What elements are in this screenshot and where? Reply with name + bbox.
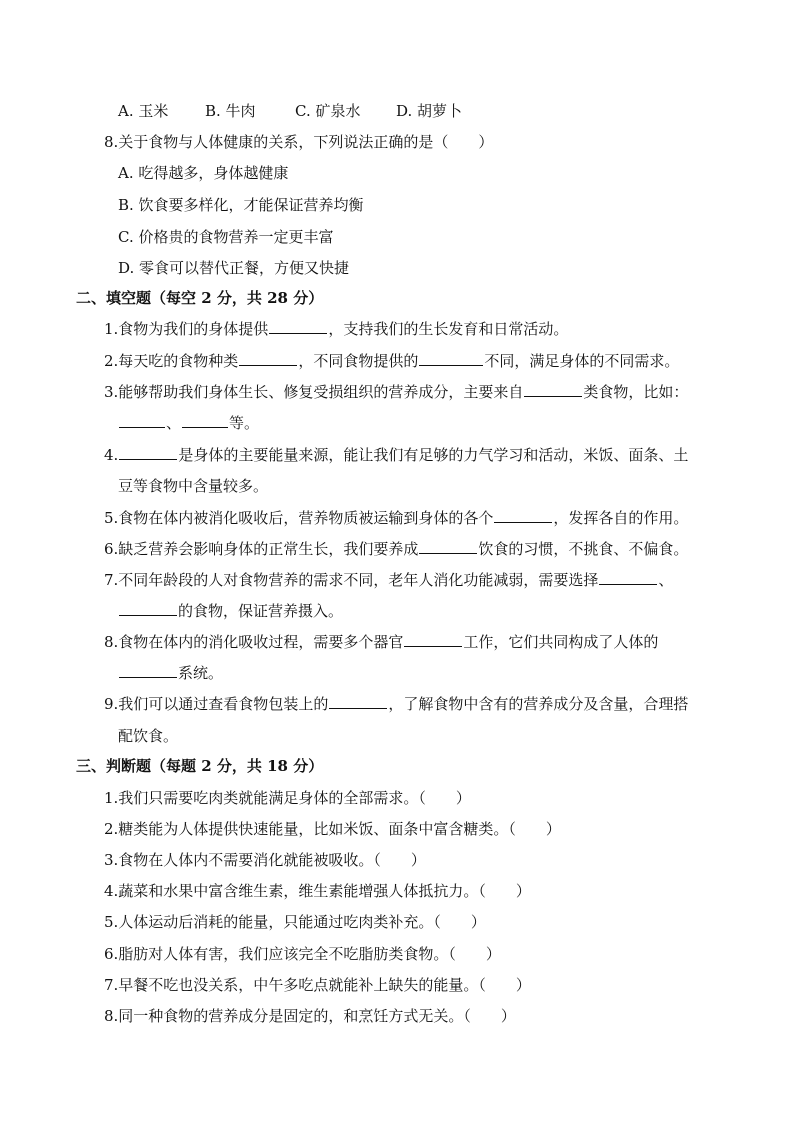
section2-title: 二、填空题（每空 2 分，共 28 分） — [76, 289, 324, 307]
fill-q7 — [104, 570, 673, 590]
fill-q8-text-c: 系统。 — [178, 664, 224, 682]
q7-option-d: D. 胡萝卜 — [396, 102, 463, 120]
blank — [494, 508, 552, 523]
fill-q4 — [104, 445, 688, 465]
fill-q1-text-a: 1.食物为我们的身体提供 — [104, 320, 269, 338]
q7-options — [118, 101, 462, 121]
q7-option-a: A. 玉米 — [118, 102, 169, 120]
fill-q5 — [104, 508, 688, 528]
fill-q3-text-b: 类食物，比如： — [583, 383, 689, 401]
judge-q8: 8.同一种食物的营养成分是固定的，和烹饪方式无关。（ ） — [104, 1007, 516, 1025]
q8-option-a: A. 吃得越多，身体越健康 — [118, 164, 289, 182]
q8-option-b: B. 饮食要多样化，才能保证营养均衡 — [118, 196, 364, 214]
fill-q8-cont — [118, 663, 223, 683]
fill-q3 — [104, 382, 688, 402]
blank — [404, 632, 462, 647]
judge-q5: 5.人体运动后消耗的能量，只能通过吃肉类补充。（ ） — [104, 913, 486, 931]
q8-option-c: C. 价格贵的食物营养一定更丰富 — [118, 228, 334, 246]
judge-q3: 3.食物在人体内不需要消化就能被吸收。（ ） — [104, 851, 426, 869]
blank — [239, 351, 297, 366]
q8-option-d: D. 零食可以替代正餐，方便又快捷 — [118, 259, 350, 277]
fill-q3-cont — [118, 413, 259, 433]
judge-q2: 2.糖类能为人体提供快速能量，比如米饭、面条中富含糖类。（ ） — [104, 820, 561, 838]
fill-q2-text-b: ，不同食物提供的 — [298, 352, 419, 370]
judge-q1: 1.我们只需要吃肉类就能满足身体的全部需求。（ ） — [104, 789, 471, 807]
q7-option-c: C. 矿泉水 — [295, 102, 361, 120]
blank — [419, 539, 477, 554]
blank — [119, 413, 165, 428]
fill-q7-text-b: 、 — [658, 571, 674, 589]
fill-q1-text-b: ，支持我们的生长发育和日常活动。 — [328, 320, 569, 338]
fill-q2-text-c: 不同，满足身体的不同需求。 — [484, 352, 680, 370]
fill-q9-cont: 配饮食。 — [118, 727, 179, 745]
q8-stem: 8.关于食物与人体健康的关系，下列说法正确的是（ ） — [104, 133, 494, 151]
fill-q7-cont — [118, 601, 343, 621]
fill-q3-text-a: 3.能够帮助我们身体生长、修复受损组织的营养成分，主要来自 — [104, 383, 524, 401]
fill-q9-text-b: ，了解食物中含有的营养成分及含量，合理搭 — [388, 695, 689, 713]
blank — [524, 382, 582, 397]
fill-q8-text-a: 8.食物在体内的消化吸收过程，需要多个器官 — [104, 633, 404, 651]
fill-q8-text-b: 工作，它们共同构成了人体的 — [463, 633, 659, 651]
fill-q3-text-d: 等。 — [229, 414, 260, 432]
judge-q7: 7.早餐不吃也没关系，中午多吃点就能补上缺失的能量。（ ） — [104, 976, 531, 994]
fill-q1 — [104, 319, 568, 339]
fill-q9-text-a: 9.我们可以通过查看食物包装上的 — [104, 695, 329, 713]
judge-q6: 6.脂肪对人体有害，我们应该完全不吃脂肪类食物。（ ） — [104, 945, 501, 963]
fill-q6-text-a: 6.缺乏营养会影响身体的正常生长，我们要养成 — [104, 540, 419, 558]
section3-title: 三、判断题（每题 2 分，共 18 分） — [76, 757, 324, 775]
q7-option-b: B. 牛肉 — [205, 102, 256, 120]
fill-q4-cont: 豆等食物中含量较多。 — [118, 477, 269, 495]
fill-q6 — [104, 539, 688, 559]
fill-q8 — [104, 632, 658, 652]
fill-q7-text-a: 7.不同年龄段的人对食物营养的需求不同，老年人消化功能减弱，需要选择 — [104, 571, 599, 589]
blank — [119, 601, 177, 616]
judge-q4: 4.蔬菜和水果中富含维生素，维生素能增强人体抵抗力。（ ） — [104, 882, 531, 900]
blank — [182, 413, 228, 428]
blank — [329, 694, 387, 709]
fill-q4-text-a: 4. — [104, 446, 119, 464]
blank — [119, 445, 177, 460]
blank — [599, 570, 657, 585]
fill-q5-text-a: 5.食物在体内被消化吸收后，营养物质被运输到身体的各个 — [104, 509, 494, 527]
fill-q2 — [104, 351, 679, 371]
fill-q4-text-b: 是身体的主要能量来源，能让我们有足够的力气学习和活动，米饭、面条、土 — [178, 446, 689, 464]
fill-q6-text-b: 饮食的习惯，不挑食、不偏食。 — [478, 540, 689, 558]
fill-q3-text-c: 、 — [166, 414, 182, 432]
blank — [119, 663, 177, 678]
fill-q5-text-b: ，发挥各自的作用。 — [553, 509, 689, 527]
fill-q7-text-c: 的食物，保证营养摄入。 — [178, 602, 344, 620]
fill-q9 — [104, 694, 688, 714]
fill-q2-text-a: 2.每天吃的食物种类 — [104, 352, 239, 370]
blank — [419, 351, 483, 366]
blank — [269, 319, 327, 334]
